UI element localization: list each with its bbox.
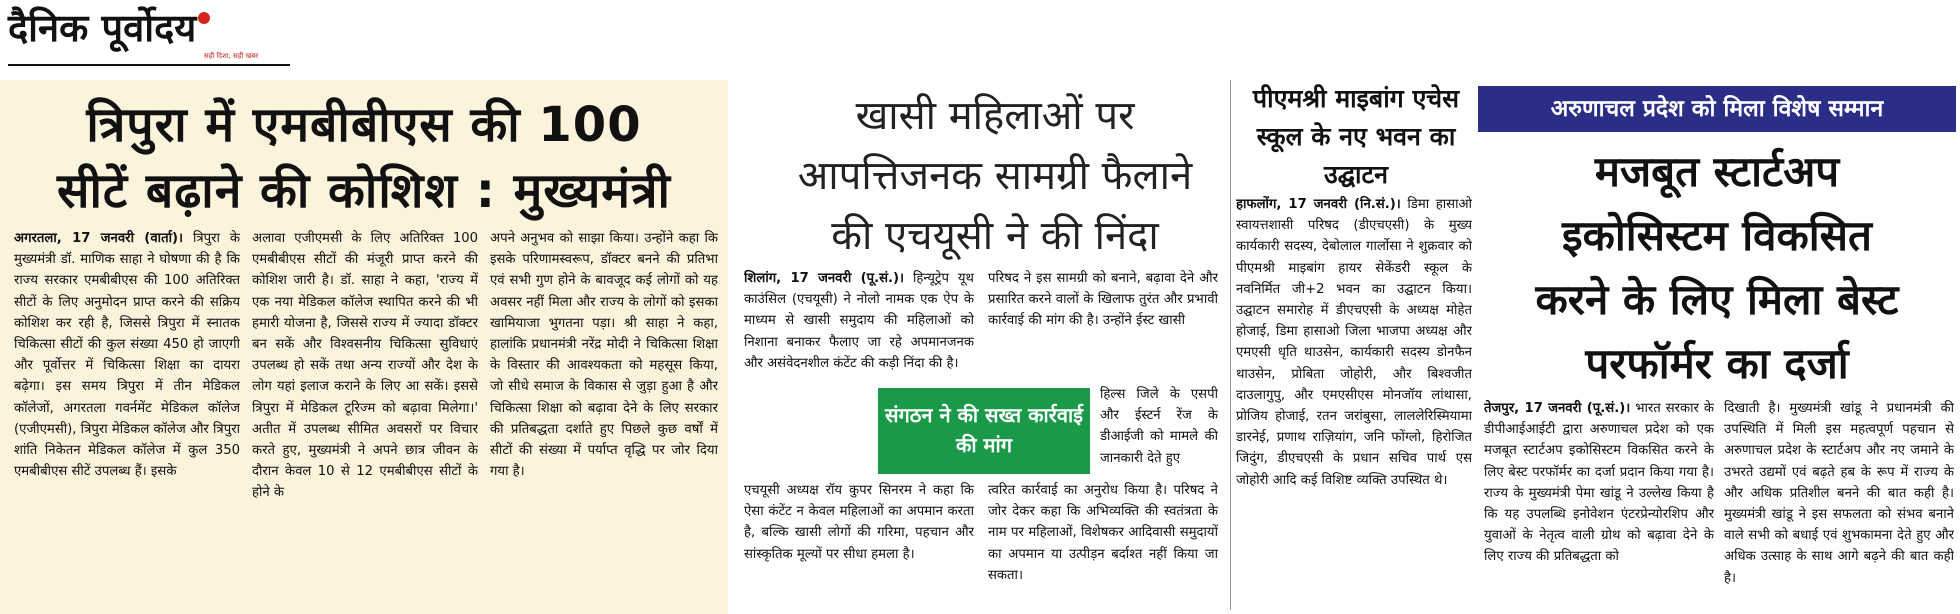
headline-line: परफॉर्मर का दर्जा — [1585, 339, 1849, 388]
story-arunachal-headline — [1478, 140, 1956, 396]
headline-line: करने के लिए मिला बेस्ट — [1535, 275, 1899, 324]
headline-line: सीटें बढ़ाने की कोशिश : मुख्यमंत्री — [57, 163, 671, 219]
article-text: त्वरित कार्रवाई का अनुरोध किया है। परिषद ने जोर देकर कहा कि अभिव्यक्ति की स्वतंत्रता के नाम पर महिलाओं, विशेषकर आदिवासी समुदायों का अपमान या उत्पीड़न बर्दाश्त नहीं किया जा सकता। — [988, 483, 1218, 583]
story-arunachal-column-2 — [1724, 398, 1954, 610]
newspaper-title: दैनिक पूर्वोदय — [8, 5, 197, 50]
headline-line: आपत्तिजनक सामग्री फैलाने — [797, 153, 1193, 199]
story-khasi-column-2side — [1100, 384, 1218, 476]
article-text: हिल्स जिले के एसपी और ईस्टर्न रेंज के डीआईजी को मामले की जानकारी देते हुए — [1100, 387, 1218, 466]
article-text: एचयूसी अध्यक्ष रॉय कुपर सिनरम ने कहा कि ऐसा कंटेंट न केवल महिलाओं का अपमान करता है, बल्कि खासी लोगों की गरिमा, पहचान और सांस्कृतिक मूल्यों पर सीधा हमला है। — [744, 483, 974, 562]
story-arunachal-column-1 — [1484, 398, 1714, 610]
story-tripura-column-2 — [252, 228, 478, 608]
story-arunachal-banner: अरुणाचल प्रदेश को मिला विशेष सम्मान — [1478, 86, 1956, 132]
headline-line: खासी महिलाओं पर — [855, 93, 1135, 139]
story-khasi-column-1b — [744, 480, 974, 610]
story-khasi-column-1a — [744, 268, 974, 378]
story-khasi-column-2b — [988, 480, 1218, 610]
masthead-logo — [8, 6, 298, 66]
dateline: हाफलोंग, 17 जनवरी (नि.सं.)। — [1236, 197, 1401, 212]
newspaper-tagline: सही दिशा, सही खबर — [204, 52, 259, 60]
article-text: हिन्यूट्रेप यूथ काउंसिल (एचयूसी) ने नोलो नामक एक ऐप के माध्यम से खासी समुदाय की महिलाओं को निशाना बनाकर फैलाए जा रहे अपमानजनक और असंवेदनशील कंटेंट की कड़ी निंदा की है। — [744, 271, 974, 371]
headline-line: की एचयूसी ने की निंदा — [831, 213, 1159, 259]
pull-quote-box: संगठन ने की सख्त कार्रवाई की मांग — [878, 388, 1090, 474]
headline-line: इकोसिस्टम विकसित — [1562, 211, 1872, 260]
story-tripura-headline — [8, 92, 720, 224]
story-school-headline: पीएमश्री माइबांग एचेस स्कूल के नए भवन का उद्घाटन — [1252, 84, 1460, 189]
article-text: भारत सरकार के डीपीआईआईटी द्वारा अरुणाचल प्रदेश को एक मजबूत स्टार्टअप इकोसिस्टम विकसित करने के लिए बेस्ट परफॉर्मर का दर्जा प्रदान किया गया है। राज्य के मुख्यमंत्री पेमा खांडू ने उल्लेख किया है कि यह उपलब्धि इनोवेशन एंटरप्रेन्योरशिप और युवाओं के नेतृत्व वाली ग्रोथ को बढ़ावा देने के लिए राज्य की प्रतिबद्धता को — [1484, 401, 1714, 565]
masthead-rule — [8, 64, 290, 66]
headline-line: मजबूत स्टार्टअप — [1594, 147, 1840, 196]
story-khasi-headline — [740, 86, 1250, 266]
article-text: अलावा एजीएमसी के लिए अतिरिक्त 100 एमबीबीएस सीटों की मंजूरी प्राप्त करने की कोशिश जारी है। डॉ. साहा ने कहा, 'राज्य में एक नया मेडिकल कॉलेज स्थापित करने की भी हमारी योजना है, जिससे राज्य में ज्यादा डॉक्टर बन सकें और विश्वसनीय चिकित्सा सुविधाएं उपलब्ध हो सकें तथा अन्य राज्यों और देश के लोग यहां इलाज कराने के लिए आ सकें। इससे त्रिपुरा में मेडिकल टूरिज्म को बढ़ावा मिलेगा।' अतीत में उपलब्ध सीमित अवसरों पर विचार करते हुए, मुख्यमंत्री ने अपने छात्र जीवन के दौरान केवल 10 से 12 एमबीबीएस सीटों के होने के — [252, 231, 478, 501]
dateline: शिलांग, 17 जनवरी (पू.सं.)। — [744, 271, 905, 286]
column-divider — [1230, 80, 1231, 610]
article-text: परिषद ने इस सामग्री को बनाने, बढ़ावा देने और प्रसारित करने वालों के खिलाफ तुरंत और प्रभावी कार्रवाई की मांग की है। उन्होंने ईस्ट खासी — [988, 271, 1218, 329]
logo-dot-icon — [198, 12, 210, 24]
article-text: डिमा हासाओ स्वायत्तशासी परिषद (डीएचएसी) के मुख्य कार्यकारी सदस्य, देबोलाल गार्लोसा ने शुक्रवार को पीएमश्री माइबांग हायर सेकेंडरी स्कूल के नवनिर्मित जी+2 भवन का उद्घाटन किया। उद्घाटन समारोह में डीएचएसी के अध्यक्ष मोहेत होजाई, डिमा हासाओ जिला भाजपा अध्यक्ष और एमएसी धृति थाउसेन, कार्यकारी सदस्य डोनफैन थाउसेन, प्रोबिता जोहोरी, और बिश्वजीत दाउलागुपु, और एमएसीएस मोनजॉय लांथासा, प्रोजिय होजाई, रतन जरांबुसा, लाललेरिस्मियामा डारनेई, प्रणाथ राज़ियांग, जनि फोंग्लो, हिरोजित जिदुंग, डीएचएसी के प्रधान सचिव पार्थ एस जोहोरी आदि कई विशिष्ट व्यक्ति उपस्थित थे। — [1236, 197, 1472, 488]
article-text: अपने अनुभव को साझा किया। उन्होंने कहा कि इसके परिणामस्वरूप, डॉक्टर बनने की प्रतिभा एवं सभी गुण होने के बावजूद कई लोगों को यह अवसर नहीं मिला और राज्य के लोगों को इसका खामियाजा भुगतना पड़ा। श्री साहा ने कहा, हालांकि प्रधानमंत्री नरेंद्र मोदी ने चिकित्सा शिक्षा के विस्तार की आवश्यकता को महसूस किया, जो सीधे समाज के विकास से जुड़ा हुआ है और चिकित्सा शिक्षा को बढ़ावा देने के लिए सरकार की प्रतिबद्धता दर्शाते हुए पिछले कुछ वर्षों में सीटों की संख्या में पर्याप्त वृद्धि पर जोर दिया गया है। — [490, 231, 718, 480]
dateline: तेजपुर, 17 जनवरी (पू.सं.)। — [1484, 401, 1631, 416]
article-text: दिखाती है। मुख्यमंत्री खांडू ने प्रधानमंत्री की उपस्थिति में मिली इस महत्वपूर्ण पहचान से अरुणाचल प्रदेश के स्टार्टअप और नए जमाने के उभरते उद्यमों एवं बढ़ते हब के रूप में राज्य के और अधिक प्रतिशील बनने की बात कही है। मुख्यमंत्री खांडू ने इस सफलता को संभव बनाने वाले सभी को बधाई एवं शुभकामना देते हुए और अधिक उत्साह के साथ आगे बढ़ने की बात कही है। — [1724, 401, 1954, 586]
dateline: अगरतला, 17 जनवरी (वार्ता)। — [14, 231, 184, 246]
story-school-body — [1236, 194, 1472, 610]
story-tripura-column-3 — [490, 228, 718, 608]
article-text: त्रिपुरा के मुख्यमंत्री डॉ. माणिक साहा ने घोषणा की है कि राज्य सरकार एमबीबीएस की 100 अतिरिक्त सीटों के लिए अनुमोदन प्राप्त करने की सक्रिय कोशिश कर रही है, जिससे त्रिपुरा में स्नातक चिकित्सा सीटों की कुल संख्या 450 हो जाएगी और पूर्वोत्तर में चिकित्सा शिक्षा का दायरा बढ़ेगा। इस समय त्रिपुरा में तीन मेडिकल कॉलेजों, अगरतला गवर्नमेंट मेडिकल कॉलेज (एजीएमसी), त्रिपुरा मेडिकल कॉलेज और त्रिपुरा शांति निकेतन मेडिकल कॉलेज में कुल 350 एमबीबीएस सीटें उपलब्ध हैं। इसके — [14, 231, 240, 480]
headline-line: त्रिपुरा में एमबीबीएस की 100 — [86, 97, 642, 153]
story-tripura-column-1 — [14, 228, 240, 608]
story-khasi-column-2a — [988, 268, 1218, 378]
